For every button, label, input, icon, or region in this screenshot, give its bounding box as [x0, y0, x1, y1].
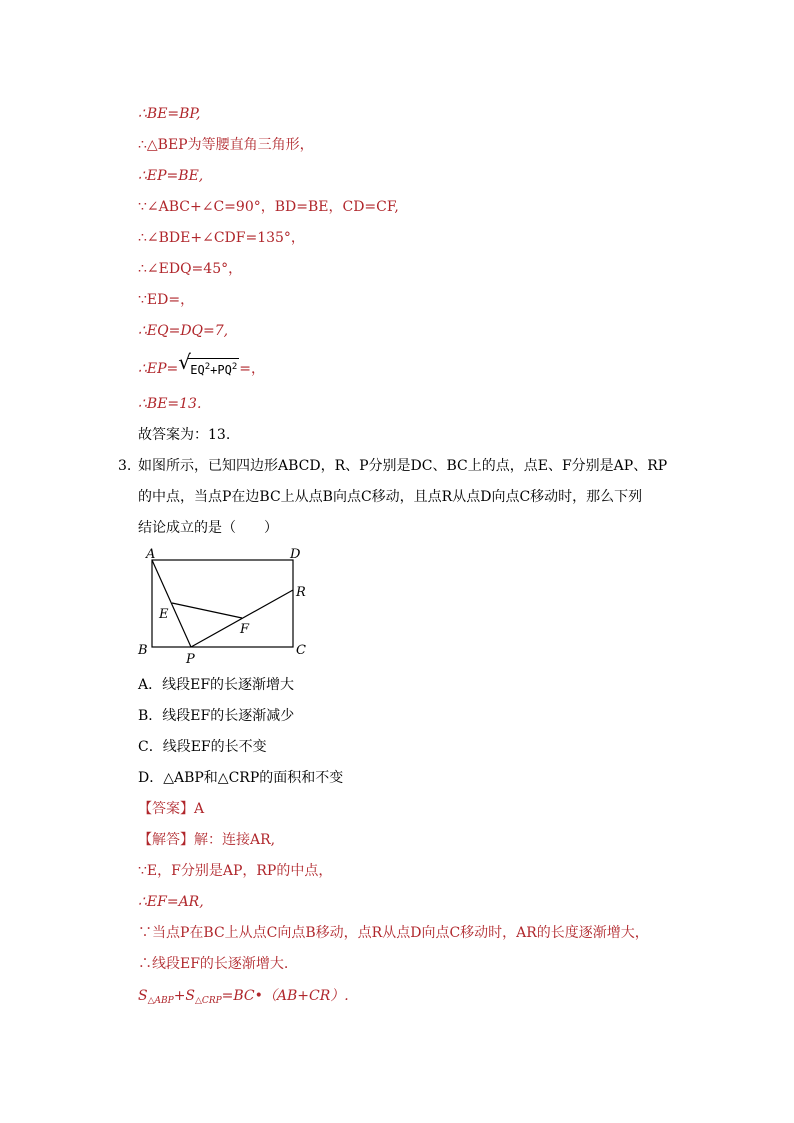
option-a: A．线段EF的长逐渐增大 — [138, 677, 295, 693]
solution-line: ∴EP=BE, — [138, 168, 204, 184]
label-e: E — [159, 607, 169, 622]
sqrt-exp-b: 2 — [231, 362, 238, 372]
sqrt-exp-a: 2 — [204, 362, 211, 372]
formula-s1: S — [138, 988, 148, 1004]
label-c: C — [296, 643, 306, 658]
formula-s2: +S — [173, 988, 196, 1004]
segment-pr — [191, 590, 293, 647]
question-line: 如图所示，已知四边形ABCD，R、P分别是DC、BC上的点，点E、F分别是AP、RP — [138, 458, 668, 474]
label-f: F — [240, 622, 250, 637]
sqrt-term-b: +PQ — [210, 363, 232, 377]
solution-line: ∴△BEP为等腰直角三角形， — [138, 137, 314, 153]
analysis-line: ∵当点P在BC上从点C向点B移动，点R从点D向点C移动时，AR的长度逐渐增大， — [138, 925, 649, 941]
question-line: 的中点，当点P在边BC上从点B向点C移动，且点R从点D向点C移动时，那么下列 — [138, 489, 643, 505]
label-d: D — [290, 547, 301, 562]
label-b: B — [138, 643, 148, 658]
solution-line: ∴BE=BP, — [138, 106, 201, 122]
analysis-line: ∵E，F分别是AP，RP的中点， — [138, 863, 333, 879]
solution-line: ∵∠ABC+∠C=90°，BD=BE，CD=CF, — [138, 199, 399, 215]
formula-rest: =BC•（AB+CR）. — [221, 988, 349, 1004]
analysis-line: ∴EF=AR, — [138, 894, 204, 910]
sqrt-term-a: EQ — [190, 363, 205, 377]
question-line: 结论成立的是（ ） — [138, 520, 278, 536]
option-b: B．线段EF的长逐渐减少 — [138, 708, 295, 724]
final-answer: 故答案为：13. — [138, 427, 231, 443]
solution-line: ∴BE=13. — [138, 396, 202, 412]
solution-line: ∴∠BDE+∠CDF=135°， — [138, 230, 305, 246]
label-p: P — [186, 652, 195, 667]
solution-line: ∵ED=， — [138, 292, 195, 308]
segment-ap — [152, 560, 191, 647]
solution-line: ∴∠EDQ=45°， — [138, 261, 243, 277]
sqrt-expression — [178, 350, 239, 380]
answer-label: 【答案】A — [138, 801, 205, 817]
solution-line: ∴EQ=DQ=7, — [138, 323, 229, 339]
analysis-area-formula — [138, 986, 349, 1011]
sqrt-prefix: ∴EP= — [138, 361, 179, 377]
label-a: A — [146, 547, 156, 562]
label-r: R — [296, 585, 306, 600]
formula-sub2: △CRP — [195, 996, 222, 1006]
solution-line-sqrt — [138, 350, 265, 380]
option-d: D．△ABP和△CRP的面积和不变 — [138, 770, 344, 786]
analysis-line: ∴线段EF的长逐渐增大. — [138, 956, 289, 972]
sqrt-suffix: =， — [239, 361, 265, 377]
formula-sub1: △ABP — [147, 996, 174, 1006]
analysis-head: 【解答】解：连接AR, — [138, 832, 276, 848]
option-c: C．线段EF的长不变 — [138, 739, 267, 755]
geometry-figure — [130, 540, 330, 670]
radical-sign-icon: √ — [178, 350, 192, 374]
question-number: 3. — [118, 458, 132, 474]
segment-ef — [172, 603, 242, 618]
